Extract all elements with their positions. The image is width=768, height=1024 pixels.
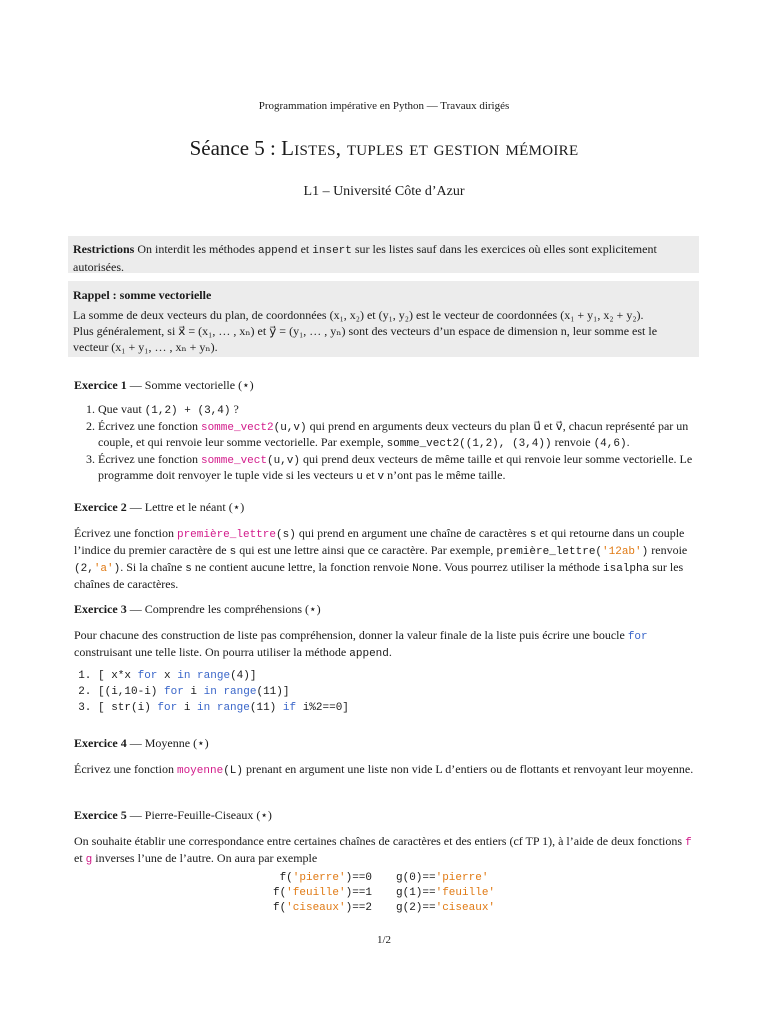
title-main: Listes, tuples et gestion mémoire [281, 136, 579, 160]
exercise-desc: — Comprendre les compréhensions (⋆) [126, 602, 321, 616]
running-header: Programmation impérative en Python — Travaux dirigés [258, 100, 510, 112]
exercise-1-body [74, 402, 694, 485]
exercise-label: Exercice 4 [74, 736, 127, 750]
exercise-5-heading [74, 808, 694, 823]
restrictions-text: et [297, 242, 313, 256]
exercise-label: Exercice 3 [74, 602, 127, 616]
correspondence-row: f('ciseaux')==2 g(2)=='ciseaux' [272, 902, 496, 914]
restrictions-box [68, 236, 699, 273]
restrictions-label: Restrictions [73, 242, 135, 256]
code-insert: insert [312, 245, 352, 257]
page-number: 1/2 [376, 934, 392, 946]
correspondence-row: f('feuille')==1 g(1)=='feuille' [272, 887, 496, 899]
code-append: append [257, 245, 298, 257]
list-item: 2. Écrivez une fonction somme_vect2(u,v) qui prend en arguments deux vecteurs du plan u⃗ et v⃗, chacun représenté par un couple, et qui renvoie leur somme vectorielle. Par exemple, somme_vect2((1,2), (3,4)) renvoie (4,6). [98, 419, 694, 452]
exercise-desc: — Moyenne (⋆) [126, 736, 209, 750]
exercise-3-heading [74, 602, 694, 617]
list-item: 1. [ x*x for x in range(4)] [98, 668, 694, 684]
exercise-2-heading [74, 500, 694, 515]
exercise-3-body: Pour chacune des construction de liste pas compréhension, donner la valeur finale de la liste puis écrire une boucle for construisant une telle liste. On pourra utiliser la méthode append. [74, 628, 648, 660]
rappel-line: vecteur (x₁ + y₁, … , xₙ + yₙ). [73, 340, 218, 354]
correspondence-row: f('pierre')==0 g(0)=='pierre' [279, 872, 489, 884]
exercise-3-list [74, 668, 694, 716]
exercise-desc: — Pierre-Feuille-Ciseaux (⋆) [126, 808, 272, 822]
list-item: 2. [(i,10-i) for i in range(11)] [98, 684, 694, 700]
rappel-line: Plus généralement, si x⃗ = (x₁, … , xₙ) et y⃗ = (y₁, … , yₙ) sont des vecteurs d’un espace de dimension n, leur somme est le [73, 324, 658, 338]
title-prefix: Séance 5 : [189, 136, 282, 160]
exercise-desc: — Somme vectorielle (⋆) [126, 378, 254, 392]
restrictions-text: sur les listes sauf dans les exercices où elles sont explicitement autorisées. [73, 242, 657, 274]
exercise-desc: — Lettre et le néant (⋆) [126, 500, 245, 514]
exercise-4-heading [74, 736, 694, 751]
exercise-2-body: Écrivez une fonction première_lettre(s) qui prend en argument une chaîne de caractères s et qui retourne dans un couple l’indice du premier caractère de s qui est une lettre ainsi que ce caractère. Par exemple, première_lettre('12ab') renvoie (2,'a'). Si la chaîne s ne contient aucune lettre, la fonction renvoie None. Vous pourrez utiliser la méthode isalpha sur les chaînes de caractères. [74, 526, 688, 591]
restrictions-text: On interdit les méthodes [134, 242, 258, 256]
rappel-title: Rappel : somme vectorielle [73, 288, 212, 302]
exercise-label: Exercice 1 [74, 378, 127, 392]
page-subtitle: L1 – Université Côte d’Azur [303, 184, 465, 199]
list-item: 1. Que vaut (1,2) + (3,4) ? [98, 402, 694, 419]
exercise-1-heading [74, 378, 694, 393]
rappel-box [68, 281, 699, 357]
list-item: 3. Écrivez une fonction somme_vect(u,v) qui prend deux vecteurs de même taille et qui renvoie leur somme vectorielle. Le programme doit renvoyer le tuple vide si les vecteurs u et v n’ont pas le même taille. [98, 452, 694, 485]
page-title [0, 136, 768, 161]
exercise-label: Exercice 2 [74, 500, 127, 514]
exercise-5-body: On souhaite établir une correspondance entre certaines chaînes de caractères et des entiers (cf TP 1), à l’aide de deux fonctions f et g inverses l’une de l’autre. On aura par exemple [74, 834, 692, 866]
correspondence-table [236, 871, 536, 916]
rappel-line: La somme de deux vecteurs du plan, de coordonnées (x₁, x₂) et (y₁, y₂) est le vecteur de coordonnées (x₁ + y₁, x₂ + y₂). [73, 308, 644, 322]
exercise-label: Exercice 5 [74, 808, 127, 822]
list-item: 3. [ str(i) for i in range(11) if i%2==0] [98, 700, 694, 716]
exercise-4-body: Écrivez une fonction moyenne(L) prenant en argument une liste non vide L d’entiers ou de flottants et renvoyant leur moyenne. [74, 762, 694, 777]
